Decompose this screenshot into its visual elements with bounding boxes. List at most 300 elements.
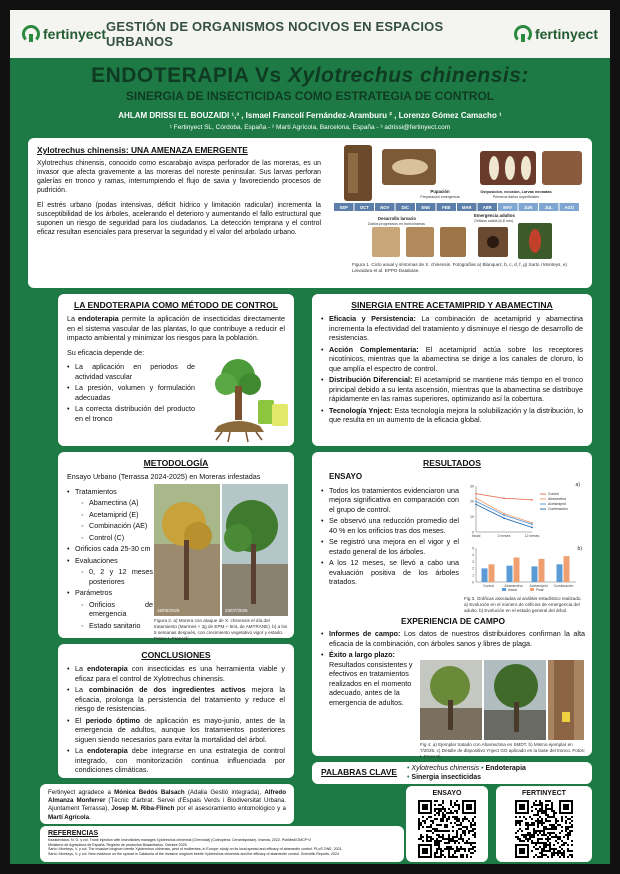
qr-module: [553, 814, 555, 816]
qr-module: [543, 842, 545, 844]
qr-module: [547, 816, 549, 818]
qr-module: [571, 820, 573, 822]
qr-module: [430, 816, 432, 818]
qr-module: [462, 826, 464, 828]
qr-module: [531, 810, 533, 812]
qr-module: [541, 856, 543, 858]
qr-module: [446, 826, 448, 828]
qr-module: [567, 838, 569, 840]
qr-module: [438, 834, 440, 836]
qr-module: [545, 800, 547, 802]
qr-module: [452, 836, 454, 838]
qr-module: [436, 840, 438, 842]
qr-module: [468, 830, 470, 832]
qr-module: [470, 826, 472, 828]
qr-module: [438, 836, 440, 838]
qr-module: [454, 816, 456, 818]
data-point: [531, 499, 533, 501]
label-oviposicion: Oviposición, eclosión, Larvas neonatas: [480, 190, 552, 194]
qr-module: [440, 840, 442, 842]
qr-module: [472, 824, 474, 826]
sinergia-item: [321, 314, 583, 343]
result-item: • Se observó una reducción promedio del 40 % en los orificios tras dos meses.: [321, 516, 459, 535]
qr-module: [541, 808, 543, 810]
qr-module: [551, 854, 553, 856]
qr-module: [442, 836, 444, 838]
text-span: (Adalia Gestió integrada),: [184, 789, 265, 796]
eficacia-item: • La correcta distribución del producto en el tronco: [67, 404, 195, 423]
qr-module: [470, 848, 472, 850]
qr-module: [521, 830, 523, 832]
qr-module: [450, 822, 452, 824]
qr-module: [474, 816, 476, 818]
label-emergencia: Emergencia adultos: [474, 213, 515, 218]
qr-module: [426, 840, 428, 842]
month-label: JUN: [524, 204, 533, 210]
qr-module: [531, 840, 533, 842]
qr-module: [527, 828, 529, 830]
qr-module: [450, 810, 452, 812]
qr-module: [442, 850, 444, 852]
qr-module: [454, 840, 456, 842]
qr-module: [551, 832, 553, 834]
qr-module: [539, 856, 541, 858]
conclusiones-heading: CONCLUSIONES: [141, 650, 211, 660]
qr-finder-core: [563, 804, 569, 810]
qr-module: [458, 808, 460, 810]
eficacia-list: [67, 362, 195, 423]
qr-module: [517, 838, 519, 840]
treatment-item: ◦ Combinación (AE): [67, 521, 153, 531]
qr-module: [454, 850, 456, 852]
sinergia-item: [321, 345, 583, 374]
qr-module: [436, 828, 438, 830]
result-item: • Se registró una mejora en el vigor y el estado general de los árboles.: [321, 537, 459, 556]
qr-module: [442, 800, 444, 802]
qr-module: [547, 808, 549, 810]
qr-module: [545, 846, 547, 848]
qr-module: [571, 840, 573, 842]
qr-module: [456, 818, 458, 820]
resultados-list: [321, 486, 459, 587]
figure-4-caption: Fig 4. a) Ejemplar tratado con Abamectina en SMDT. b) Mismo ejemplar en 7/2025. c) Detalle de dispositivo Ynject GO aplicado en la base del tronco. Fotos: I. Francolí.: [420, 742, 586, 759]
qr-module: [440, 830, 442, 832]
endoterapia-heading: LA ENDOTERAPIA COMO MÉTODO DE CONTROL: [73, 300, 279, 310]
text-bold: Mónica Bedós Balsach: [114, 789, 185, 796]
fertinyect-logo-icon: [514, 25, 532, 43]
qr-module: [472, 848, 474, 850]
text-span: mejora la eficacia, prolonga la persistencia del tratamiento y reduce el riesgo de resistencias.: [75, 685, 285, 714]
qr-module: [430, 830, 432, 832]
x-tick-label: Abamectina: [504, 584, 523, 588]
agradecimientos-text: [48, 789, 286, 822]
qr-module: [434, 800, 436, 802]
qr-module: [547, 856, 549, 858]
qr-fertinyect-card[interactable]: [496, 786, 592, 862]
month-timeline: [334, 203, 579, 211]
qr-module: [545, 820, 547, 822]
bar: [489, 564, 495, 582]
qr-module: [549, 842, 551, 844]
qr-module: [466, 854, 468, 856]
qr-module: [446, 818, 448, 820]
qr-module: [444, 816, 446, 818]
qr-module: [422, 840, 424, 842]
qr-module: [448, 852, 450, 854]
qr-module: [547, 832, 549, 834]
text-span: por el asesoramiento entomológico y a: [174, 805, 286, 813]
qr-module: [442, 816, 444, 818]
label-pupacion: Pupación: [430, 189, 450, 194]
treatment-item: ◦ Acetamiprid (E): [67, 510, 153, 520]
qr-module: [462, 854, 464, 856]
qr-module: [529, 824, 531, 826]
qr-module: [527, 838, 529, 840]
qr-module: [547, 828, 549, 830]
qr-module: [543, 850, 545, 852]
data-point: [503, 497, 505, 499]
qr-module: [464, 842, 466, 844]
label-oviposicion-sub: Primeros daños superficiales: [492, 195, 540, 199]
qr-module: [543, 822, 545, 824]
qr-module: [462, 840, 464, 842]
sinergia-item: [321, 375, 583, 404]
qr-module: [543, 828, 545, 830]
qr-module: [452, 856, 454, 858]
qr-module: [535, 814, 537, 816]
qr-module: [539, 842, 541, 844]
qr-module: [523, 836, 525, 838]
qr-module: [444, 842, 446, 844]
month-label: AGO: [564, 204, 575, 210]
qr-module: [420, 838, 422, 840]
qr-module: [450, 800, 452, 802]
qr-module: [472, 828, 474, 830]
qr-module: [472, 852, 474, 854]
qr-module: [466, 826, 468, 828]
text-bold: Josep M. Riba-Flinch: [111, 805, 175, 813]
qr-module: [545, 838, 547, 840]
qr-module: [442, 834, 444, 836]
experiencia-item: [321, 650, 417, 707]
qr-module: [420, 822, 422, 824]
qr-module: [446, 838, 448, 840]
qr-module: [547, 820, 549, 822]
qr-module: [418, 818, 420, 820]
x-tick-label: Acetamiprid: [529, 584, 548, 588]
title-part-1: ENDOTERAPIA Vs: [91, 64, 288, 87]
y-tick-label: 20: [470, 499, 474, 504]
qr-module: [444, 856, 446, 858]
qr-module: [436, 824, 438, 826]
method-item: • Orificios cada 25-30 cm: [67, 544, 153, 554]
qr-module: [448, 838, 450, 840]
qr-module: [553, 848, 555, 850]
qr-module: [446, 846, 448, 848]
qr-module: [539, 830, 541, 832]
qr-module: [559, 852, 561, 854]
bar: [532, 566, 538, 582]
qr-module: [452, 812, 454, 814]
qr-module: [448, 846, 450, 848]
qr-module: [438, 846, 440, 848]
qr-module: [539, 852, 541, 854]
qr-module: [531, 842, 533, 844]
qr-module: [533, 842, 535, 844]
data-point: [475, 504, 477, 506]
qr-module: [549, 816, 551, 818]
qr-module: [464, 818, 466, 820]
qr-module: [438, 812, 440, 814]
text-span: La: [75, 746, 88, 756]
qr-module: [535, 830, 537, 832]
qr-module: [448, 834, 450, 836]
qr-module: [460, 836, 462, 838]
qr-module: [436, 838, 438, 840]
qr-module: [547, 836, 549, 838]
qr-module: [551, 856, 553, 858]
qr-module: [442, 854, 444, 856]
qr-module: [468, 842, 470, 844]
qr-module: [519, 820, 521, 822]
qr-module: [549, 820, 551, 822]
qr-module: [474, 822, 476, 824]
qr-module: [460, 824, 462, 826]
top-banner: [10, 10, 610, 58]
qr-finder-core: [422, 848, 428, 854]
qr-module: [527, 832, 529, 834]
qr-module: [440, 856, 442, 858]
qr-module: [569, 826, 571, 828]
qr-module: [458, 824, 460, 826]
qr-module: [549, 824, 551, 826]
text-bold: Eficacia y Persistencia:: [329, 314, 416, 324]
qr-module: [537, 830, 539, 832]
qr-module: [424, 822, 426, 824]
qr-module: [561, 848, 563, 850]
qr-module: [551, 852, 553, 854]
qr-module: [470, 852, 472, 854]
qr-module: [531, 806, 533, 808]
qr-module: [432, 838, 434, 840]
qr-module: [456, 820, 458, 822]
qr-module: [531, 822, 533, 824]
qr-module: [545, 818, 547, 820]
label-desarrollo: Desarrollo larvario: [378, 216, 416, 221]
qr-module: [539, 800, 541, 802]
qr-module: [420, 836, 422, 838]
qr-module: [541, 834, 543, 836]
month-label: MAR: [461, 204, 472, 210]
qr-module: [428, 816, 430, 818]
qr-code-icon[interactable]: [418, 800, 476, 858]
qr-module: [434, 804, 436, 806]
metodologia-intro: Ensayo Urbano (Terrassa 2024-2025) en Moreras infestadas: [67, 472, 261, 482]
data-point: [475, 493, 477, 495]
bar: [507, 566, 513, 582]
qr-module: [533, 830, 535, 832]
qr-module: [571, 856, 573, 858]
qr-module: [563, 850, 565, 852]
qr-module: [517, 820, 519, 822]
qr-module: [452, 854, 454, 856]
qr-module: [472, 818, 474, 820]
resultados-card: [312, 452, 592, 759]
qr-module: [567, 850, 569, 852]
qr-module: [460, 822, 462, 824]
qr-module: [434, 854, 436, 856]
text-span: El acetamiprid se mantiene más tiempo en el tronco principal debido a su lenta ascensión, mientras que la abamectina se distribuye rápidamente en las ramas superiores, optimizando así la cobertura.: [329, 375, 584, 404]
qr-module: [555, 840, 557, 842]
qr-module: [541, 812, 543, 814]
qr-module: [537, 810, 539, 812]
qr-module: [553, 844, 555, 846]
qr-module: [551, 828, 553, 830]
qr-module: [535, 832, 537, 834]
qr-module: [458, 806, 460, 808]
qr-module: [527, 840, 529, 842]
qr-module: [563, 844, 565, 846]
qr-module: [458, 850, 460, 852]
y-tick-label: 0: [472, 530, 474, 535]
qr-module: [549, 850, 551, 852]
qr-module: [551, 824, 553, 826]
qr-module: [541, 854, 543, 856]
qr-module: [537, 848, 539, 850]
damage-photo-2: [406, 227, 434, 257]
qr-module: [428, 840, 430, 842]
qr-module: [545, 854, 547, 856]
conclusiones-card: [58, 644, 294, 778]
qr-module: [438, 824, 440, 826]
photo-field-c-device: [548, 660, 584, 740]
y-tick-label: 2: [472, 566, 474, 571]
qr-module: [545, 826, 547, 828]
qr-module: [444, 814, 446, 816]
qr-module: [569, 834, 571, 836]
y-tick-label: 1: [472, 573, 474, 578]
qr-module: [533, 824, 535, 826]
qr-module: [448, 850, 450, 852]
qr-module: [529, 832, 531, 834]
keyword-list: • Xylotrechus chinensis • Endoterapia • Sinergia insecticidas: [407, 764, 526, 781]
poster: [10, 10, 610, 864]
qr-module: [565, 826, 567, 828]
qr-module: [454, 804, 456, 806]
qr-module: [569, 832, 571, 834]
qr-module: [456, 836, 458, 838]
x-tick-label: Inicial: [471, 534, 481, 538]
qr-module: [559, 832, 561, 834]
qr-module: [474, 836, 476, 838]
qr-module: [541, 804, 543, 806]
qr-module: [559, 846, 561, 848]
qr-module: [525, 836, 527, 838]
qr-code-icon[interactable]: [515, 800, 573, 858]
qr-module: [422, 820, 424, 822]
eficacia-intro: Su eficacia depende de:: [67, 347, 145, 357]
qr-module: [561, 816, 563, 818]
qr-module: [468, 838, 470, 840]
qr-module: [565, 816, 567, 818]
qr-module: [543, 844, 545, 846]
title-part-2: Xylotrechus chinensis:: [288, 64, 529, 87]
qr-module: [561, 826, 563, 828]
qr-module: [466, 818, 468, 820]
qr-module: [462, 832, 464, 834]
qr-module: [527, 822, 529, 824]
qr-module: [430, 824, 432, 826]
qr-module: [470, 842, 472, 844]
qr-module: [565, 828, 567, 830]
qr-module: [448, 818, 450, 820]
qr-module: [549, 808, 551, 810]
photo-b-tree-after: [222, 484, 288, 616]
qr-module: [545, 812, 547, 814]
qr-module: [440, 808, 442, 810]
qr-module: [438, 810, 440, 812]
reference-item: Kazakevicius, N. G. y col. Trunk injection with insecticides manages Xylotrechus chinensis (Chevrolat) (Coleoptera: Cerambycidae). Insecta, 2022. PubMed/OMCP+2: [48, 838, 312, 843]
qr-finder-core: [519, 804, 525, 810]
qr-module: [553, 850, 555, 852]
qr-module: [525, 818, 527, 820]
qr-module: [543, 812, 545, 814]
text-span: El acetamiprid actúa sobre los receptores nicotínicos, mientras que la abamectina se dirige a los canales de cloruro, lo que amplía el espectro de control.: [329, 344, 584, 373]
affiliations: ¹ Fertinyect SL, Córdoba, España - ² Martí Agrícola, Barcelona, España - ³ adrissi@fertinyect.com: [169, 124, 451, 131]
qr-module: [533, 832, 535, 834]
qr-module: [559, 856, 561, 858]
fertinyect-logo-icon: [22, 25, 40, 43]
qr-module: [547, 804, 549, 806]
conclusion-item: [67, 716, 285, 745]
qr-module: [456, 800, 458, 802]
qr-module: [533, 828, 535, 830]
qr-module: [444, 838, 446, 840]
qr-module: [450, 802, 452, 804]
eficacia-item: • La presión, volumen y formulación adecuadas: [67, 383, 195, 402]
qr-module: [450, 804, 452, 806]
qr-module: [428, 826, 430, 828]
qr-module: [426, 826, 428, 828]
sinergia-card: [312, 294, 592, 446]
text-bold: periodo óptimo: [85, 715, 141, 725]
qr-module: [458, 804, 460, 806]
qr-module: [470, 824, 472, 826]
qr-module: [462, 820, 464, 822]
qr-module: [454, 842, 456, 844]
qr-module: [448, 830, 450, 832]
qr-module: [545, 850, 547, 852]
qr-module: [472, 834, 474, 836]
qr-module: [553, 828, 555, 830]
qr-module: [515, 832, 517, 834]
qr-module: [458, 828, 460, 830]
qr-module: [438, 844, 440, 846]
text-span: Resultados consistentes y efectivos en tratamientos realizados en el momento adecuado, antes de la emergencia de adultos.: [329, 659, 413, 707]
qr-module: [474, 828, 476, 830]
qr-module: [539, 838, 541, 840]
qr-module: [539, 846, 541, 848]
evaluation-item: ◦ 0, 2 y 12 meses posteriores: [67, 567, 153, 586]
metodologia-heading: METODOLOGÍA: [143, 458, 209, 468]
title-block: [10, 64, 610, 131]
qr-module: [450, 812, 452, 814]
qr-module: [545, 806, 547, 808]
qr-module: [430, 838, 432, 840]
text-span: La: [75, 664, 88, 674]
qr-ensayo-card[interactable]: [406, 786, 488, 862]
qr-module: [470, 830, 472, 832]
